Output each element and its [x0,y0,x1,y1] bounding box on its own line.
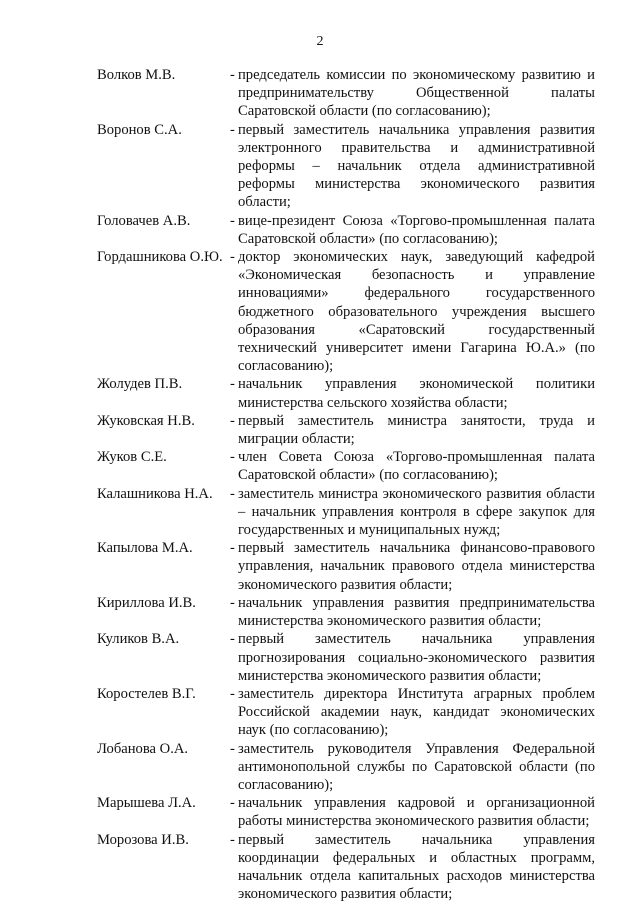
list-item [97,248,595,375]
member-name: Жуковская Н.В. [97,412,195,429]
dash-separator: - [230,67,235,83]
list-item [97,375,595,411]
list-item [97,485,595,540]
member-name: Жуков С.Е. [97,449,167,466]
list-item [97,794,595,830]
member-name: Куликов В.А. [97,631,180,648]
member-name: Волков М.В. [97,67,176,83]
dash-separator: - [230,594,235,611]
member-name: Кириллова И.В. [97,594,196,611]
member-position: начальник управления развития предпринимательства министерства экономического развития области; [238,594,595,630]
member-position: начальник управления кадровой и организационной работы министерства экономического развития области; [238,795,595,830]
dash-separator: - [230,376,235,393]
list-item [97,539,595,594]
dash-separator: - [230,485,235,502]
list-item [97,594,595,630]
member-position: первый заместитель начальника управления развития электронного правительства и административной реформы – начальник отдела административной реформы министерства экономического развития области; [238,121,595,211]
member-name: Жолудев П.В. [97,376,183,393]
dash-separator: - [230,831,235,848]
member-position: первый заместитель начальника управления прогнозирования социально-экономического развития министерства экономического развития области; [238,631,595,684]
list-item [97,448,595,484]
member-position: заместитель руководителя Управления Федеральной антимонопольной службы по Саратовской области (по согласованию); [238,740,595,793]
dash-separator: - [230,212,235,229]
dash-separator: - [230,740,235,757]
member-name: Воронов С.А. [97,121,182,138]
member-position: председатель комиссии по экономическому развитию и предпринимательству Общественной палаты Саратовской области (по согласованию); [238,67,595,120]
dash-separator: - [230,449,235,466]
list-item [97,66,595,121]
member-position: доктор экономических наук, заведующий кафедрой «Экономическая безопасность и управление инновациями» федерального государственного бюджетного образовательного учреждения высшего образования «Саратовский государственный технический университет имени Гагарина Ю.А.» (по согласованию); [238,249,595,375]
list-item [97,740,595,795]
member-name: Калашникова Н.А. [97,485,213,502]
members-list [97,66,595,903]
member-position: начальник управления экономической политики министерства сельского хозяйства области; [238,376,595,411]
dash-separator: - [230,795,235,812]
dash-separator: - [230,540,235,557]
list-item [97,831,595,904]
list-item [97,412,595,448]
dash-separator: - [230,412,235,429]
dash-separator: - [230,249,235,266]
member-position: заместитель директора Института аграрных проблем Российской академии наук, кандидат экономических наук (по согласованию); [238,685,595,739]
list-item [97,121,595,212]
member-name: Головачев А.В. [97,212,191,229]
dash-separator: - [230,121,235,138]
list-item [97,630,595,685]
member-position: первый заместитель министра занятости, труда и миграции области; [238,412,595,448]
member-position: член Совета Союза «Торгово-промышленная палата Саратовской области» (по согласованию); [238,449,595,484]
member-name: Гордашникова О.Ю. [97,249,223,266]
member-name: Лобанова О.А. [97,740,189,757]
member-name: Коростелев В.Г. [97,685,196,702]
dash-separator: - [230,685,235,702]
page-number: 2 [316,34,324,49]
dash-separator: - [230,631,235,648]
member-position: вице-президент Союза «Торгово-промышленная палата Саратовской области» (по согласованию); [238,212,595,247]
member-position: первый заместитель начальника финансово-правового управления, начальник правового отдела министерства экономического развития области; [238,540,595,593]
member-name: Морозова И.В. [97,831,189,848]
member-name: Капылова М.А. [97,540,193,557]
member-position: первый заместитель начальника управления координации федеральных и областных программ, начальник отдела капитальных расходов министерства экономического развития области; [238,831,595,903]
member-name: Марышева Л.А. [97,795,196,812]
member-position: заместитель министра экономического развития области – начальник управления контроля в сфере закупок для государственных и муниципальных нужд; [238,485,595,539]
list-item [97,212,595,248]
list-item [97,685,595,740]
